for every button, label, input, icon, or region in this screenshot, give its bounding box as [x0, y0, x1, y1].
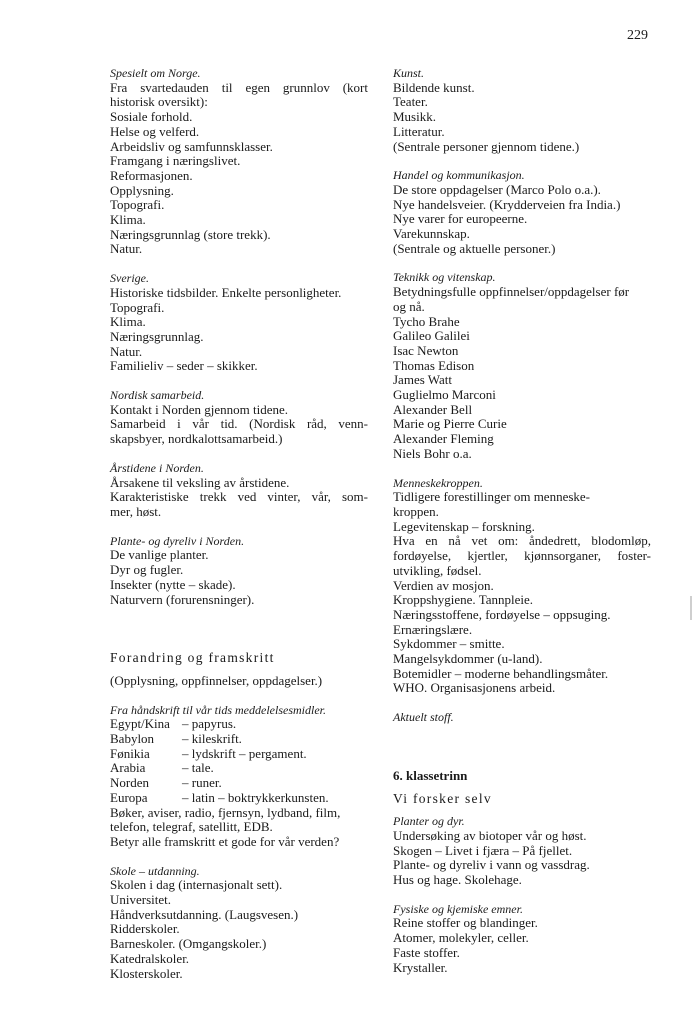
row-label: Egypt/Kina: [110, 716, 170, 732]
text-line: fordøyelse, kjertler, kjønnsorganer, foster-: [393, 548, 651, 564]
text-line: Atomer, molekyler, celler.: [393, 930, 529, 946]
text-line: James Watt: [393, 372, 453, 388]
text-line: Varekunnskap.: [393, 226, 470, 242]
text-line: Arbeidsliv og samfunnsklasser.: [110, 138, 273, 154]
text-line: Barneskoler. (Omgangskoler.): [110, 936, 267, 952]
text-line: Skolen i dag (internasjonalt sett).: [110, 877, 283, 893]
text-line: Teater.: [393, 94, 428, 110]
section-heading: Planter og dyr.: [393, 814, 465, 829]
text-line: Bøker, aviser, radio, fjernsyn, lydband, film,: [110, 804, 341, 820]
section-menneske: [393, 476, 651, 697]
text-line: Naturvern (forurensninger).: [110, 591, 255, 607]
text-line: Klima.: [110, 212, 146, 228]
text-line: Marie og Pierre Curie: [393, 416, 507, 432]
section-heading: Handel og kommunikasjon.: [393, 168, 525, 183]
text-line: Fra svartedauden til egen grunnlov (kort: [110, 79, 368, 95]
text-line: Krystaller.: [393, 959, 448, 975]
text-line: Musikk.: [393, 109, 436, 125]
spacer: [393, 888, 651, 902]
grade-title: 6. klassetrinn: [393, 767, 468, 783]
text-line: Hva en nå vet om: åndedrett, blodomløp,: [393, 533, 651, 549]
section-heading: Fysiske og kjemiske emner.: [393, 901, 523, 916]
text-line: Alexander Bell: [393, 401, 473, 417]
section-norge: [110, 66, 368, 257]
spacer: [393, 462, 651, 476]
text-line: kroppen.: [393, 503, 439, 519]
scan-edge-mark: [690, 596, 692, 620]
spacer: [110, 374, 368, 388]
section-planter: [393, 814, 651, 888]
text-line: Sosiale forhold.: [110, 109, 193, 125]
section-heading: Plante- og dyreliv i Norden.: [110, 533, 245, 548]
row-value: – kileskrift.: [182, 731, 242, 747]
row-value: – tale.: [182, 760, 214, 776]
text-line: Kroppshygiene. Tannpleie.: [393, 592, 534, 608]
text-line: Hus og hage. Skolehage.: [393, 872, 522, 888]
text-line: Helse og velferd.: [110, 123, 200, 139]
text-line: Thomas Edison: [393, 357, 475, 373]
text-line: Karakteristiske trekk ved vinter, vår, som-: [110, 489, 368, 505]
section-forandring: [110, 651, 368, 688]
section-handskrift: [110, 703, 368, 850]
section-kunst: [393, 66, 651, 154]
text-line: Nye varer for europeerne.: [393, 211, 528, 227]
row-value: – runer.: [182, 775, 222, 791]
spacer: [393, 256, 651, 270]
text-line: Nye handelsveier. (Krydderveien fra India.): [393, 196, 621, 212]
text-line: Kontakt i Norden gjennom tidene.: [110, 401, 288, 417]
section-arstidene: [110, 461, 368, 520]
right-column: [393, 66, 651, 975]
spacer: [110, 689, 368, 703]
section-fysiske: [393, 902, 651, 976]
text-line: Faste stoffer.: [393, 944, 460, 960]
section-heading: Spesielt om Norge.: [110, 66, 201, 80]
text-line: Næringsgrunnlag (store trekk).: [110, 226, 271, 242]
section-heading: Nordisk samarbeid.: [110, 388, 205, 403]
text-line: Legevitenskap – forskning.: [393, 518, 535, 534]
section-heading: Fra håndskrift til vår tids meddelelsesmidler.: [110, 702, 326, 717]
section-title: Forandring og framskritt: [110, 650, 275, 666]
text-line: telefon, telegraf, satellitt, EDB.: [110, 819, 273, 835]
text-line: Tycho Brahe: [393, 313, 460, 329]
text-line: De vanlige planter.: [110, 547, 209, 563]
text-line: Dyr og fugler.: [110, 562, 184, 578]
text-line: Betyr alle framskritt et gode for vår verden?: [110, 833, 340, 849]
section-heading: Kunst.: [393, 66, 425, 80]
text-line: Guglielmo Marconi: [393, 387, 496, 403]
section-heading: Sverige.: [110, 271, 149, 286]
text-line: Undersøking av biotoper vår og høst.: [393, 827, 587, 843]
section-plante: [110, 534, 368, 608]
text-line: Topografi.: [110, 299, 165, 315]
table-row: [110, 761, 368, 776]
text-line: utvikling, fødsel.: [393, 562, 482, 578]
table-row: [110, 747, 368, 762]
text-line: Litteratur.: [393, 123, 445, 139]
text-line: (Sentrale og aktuelle personer.): [393, 240, 556, 256]
text-line: Framgang i næringslivet.: [110, 153, 241, 169]
text-line: Ridderskoler.: [110, 921, 180, 937]
section-title: Vi forsker selv: [393, 790, 492, 806]
text-line: Opplysning.: [110, 182, 174, 198]
spacer: [393, 154, 651, 168]
section-subtitle: (Opplysning, oppfinnelser, oppdagelser.): [110, 672, 323, 688]
text-line: Natur.: [110, 343, 143, 359]
spacer: [110, 850, 368, 864]
text-line: Næringsgrunnlag.: [110, 328, 204, 344]
row-label: Fønikia: [110, 745, 150, 761]
row-value: – lydskrift – pergament.: [182, 745, 307, 761]
text-line: Historiske tidsbilder. Enkelte personligheter.: [110, 284, 342, 300]
section-skole: [110, 864, 368, 982]
text-line: historisk oversikt):: [110, 94, 208, 110]
text-line: Reformasjonen.: [110, 167, 193, 183]
text-line: Niels Bohr o.a.: [393, 445, 472, 461]
section-handel: [393, 168, 651, 256]
left-column: [110, 66, 368, 981]
text-line: skapsbyer, nordkalottsamarbeid.): [110, 431, 283, 447]
text-line: Galileo Galilei: [393, 328, 470, 344]
text-line: (Sentrale personer gjennom tidene.): [393, 138, 580, 154]
text-line: Universitet.: [110, 892, 172, 908]
spacer: [393, 696, 651, 710]
section-heading: Skole – utdanning.: [110, 863, 200, 878]
row-label: Babylon: [110, 731, 155, 747]
text-line: Botemidler – moderne behandlingsmåter.: [393, 665, 609, 681]
text-line: Reine stoffer og blandinger.: [393, 915, 538, 931]
text-line: Mangelsykdommer (u-land).: [393, 651, 543, 667]
text-line: Topografi.: [110, 197, 165, 213]
text-line: Tidligere forestillinger om menneske-: [393, 489, 591, 505]
text-line: Klima.: [110, 314, 146, 330]
text-line: De store oppdagelser (Marco Polo o.a.).: [393, 181, 601, 197]
text-line: WHO. Organisasjonens arbeid.: [393, 680, 556, 696]
table-row: [110, 732, 368, 747]
section-teknikk: [393, 270, 651, 461]
table-row: [110, 717, 368, 732]
row-label: Arabia: [110, 760, 146, 776]
section-heading: Årstidene i Norden.: [110, 460, 204, 475]
text-line: Isac Newton: [393, 342, 459, 358]
spacer: [110, 520, 368, 534]
text-line: Natur.: [110, 241, 143, 257]
table-row: [110, 776, 368, 791]
text-line: Insekter (nytte – skade).: [110, 576, 236, 592]
section-heading: Aktuelt stoff.: [393, 710, 454, 725]
text-line: Bildende kunst.: [393, 79, 475, 95]
text-line: Klosterskoler.: [110, 965, 183, 981]
text-line: og nå.: [393, 298, 425, 314]
row-label: Europa: [110, 789, 148, 805]
section-nordisk: [110, 388, 368, 447]
row-value: – papyrus.: [182, 716, 237, 732]
spacer: [110, 447, 368, 461]
spacer: [110, 607, 368, 651]
text-line: Verdien av mosjon.: [393, 577, 494, 593]
text-line: Alexander Fleming: [393, 431, 494, 447]
text-line: Plante- og dyreliv i vann og vassdrag.: [393, 857, 590, 873]
text-line: Næringsstoffene, fordøyelse – oppsuging.: [393, 606, 611, 622]
spacer: [393, 725, 651, 769]
text-line: Familieliv – seder – skikker.: [110, 358, 258, 374]
text-line: Betydningsfulle oppfinnelser/oppdagelser før: [393, 284, 630, 300]
text-line: Sykdommer – smitte.: [393, 636, 505, 652]
section-heading: Teknikk og vitenskap.: [393, 270, 496, 285]
text-line: mer, høst.: [110, 503, 162, 519]
text-line: Håndverksutdanning. (Laugsvesen.): [110, 906, 299, 922]
row-value: – latin – boktrykkerkunsten.: [182, 789, 329, 805]
table-row: [110, 791, 368, 806]
page-number: 229: [627, 28, 648, 43]
spacer: [110, 257, 368, 271]
text-line: Ernæringslære.: [393, 621, 473, 637]
text-line: Skogen – Livet i fjæra – På fjellet.: [393, 842, 573, 858]
text-line: Årsakene til veksling av årstidene.: [110, 474, 290, 490]
section-sverige: [110, 271, 368, 374]
text-line: Samarbeid i vår tid. (Nordisk råd, venn-: [110, 416, 368, 432]
row-label: Norden: [110, 775, 149, 791]
spacer: [393, 806, 651, 814]
section-heading: Menneskekroppen.: [393, 475, 483, 490]
text-line: Katedralskoler.: [110, 950, 190, 966]
